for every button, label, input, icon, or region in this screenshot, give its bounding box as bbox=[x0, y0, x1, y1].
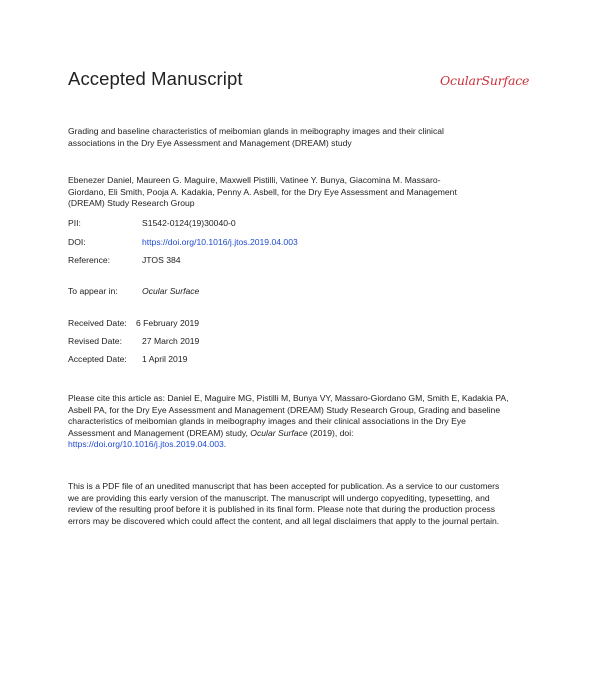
citation-doi-link[interactable]: https://doi.org/10.1016/j.jtos.2019.04.003 bbox=[68, 439, 224, 450]
doi-label: DOI: bbox=[68, 237, 86, 247]
pii-label: PII: bbox=[68, 218, 81, 228]
citation-end: . bbox=[223, 439, 227, 450]
revised-value: 27 March 2019 bbox=[142, 336, 200, 346]
citation-year-doi: (2019), doi: bbox=[307, 427, 354, 438]
accepted-label: Accepted Date: bbox=[68, 354, 127, 364]
citation-paragraph bbox=[68, 393, 510, 451]
reference-label: Reference: bbox=[68, 255, 111, 265]
reference-value: JTOS 384 bbox=[142, 255, 181, 265]
revised-label: Revised Date: bbox=[68, 336, 122, 346]
citation-text: Please cite this article as: Daniel E, Maguire MG, Pistilli M, Bunya VY, Massaro-Giordano GM, Smith E, Kadakia PA, Asbell PA, for the Dry Eye Assessment and Management (DREAM) Study Research Group, Grading and baseline characteristics of meibomian glands in meibography images and their clinical associations in the Dry Eye Assessment and Management (DREAM) study, bbox=[68, 393, 509, 438]
article-title: Grading and baseline characteristics of meibomian glands in meibography images and their clinical associations in the Dry Eye Assessment and Management (DREAM) study bbox=[68, 126, 444, 148]
journal-logo: OcularSurface bbox=[440, 73, 530, 88]
appear-label: To appear in: bbox=[68, 286, 118, 296]
author-list: Ebenezer Daniel, Maureen G. Maguire, Maxwell Pistilli, Vatinee Y. Bunya, Giacomina M. Massaro-Giordano, Eli Smith, Pooja A. Kadakia, Penny A. Asbell, for the Dry Eye Assessment and Management (DREAM) Study Research Group bbox=[68, 175, 457, 209]
page-title: Accepted Manuscript bbox=[68, 68, 243, 89]
received-value: 6 February 2019 bbox=[136, 318, 200, 328]
journal-name: Ocular Surface bbox=[142, 286, 200, 296]
manuscript-notice: This is a PDF file of an unedited manuscript that has been accepted for publication. As a service to our customers we are providing this early version of the manuscript. The manuscript will undergo copyediting, typesetting, and review of the resulting proof before it is published in its final form. Please note that during the production process errors may be discovered which could affect the content, and all legal disclaimers that apply to the journal pertain. bbox=[68, 481, 500, 526]
accepted-value: 1 April 2019 bbox=[142, 354, 188, 364]
doi-link[interactable]: https://doi.org/10.1016/j.jtos.2019.04.003 bbox=[142, 237, 298, 247]
received-label: Received Date: bbox=[68, 318, 127, 328]
pii-value: S1542-0124(19)30040-0 bbox=[142, 218, 236, 228]
citation-journal: Ocular Surface bbox=[250, 427, 308, 438]
